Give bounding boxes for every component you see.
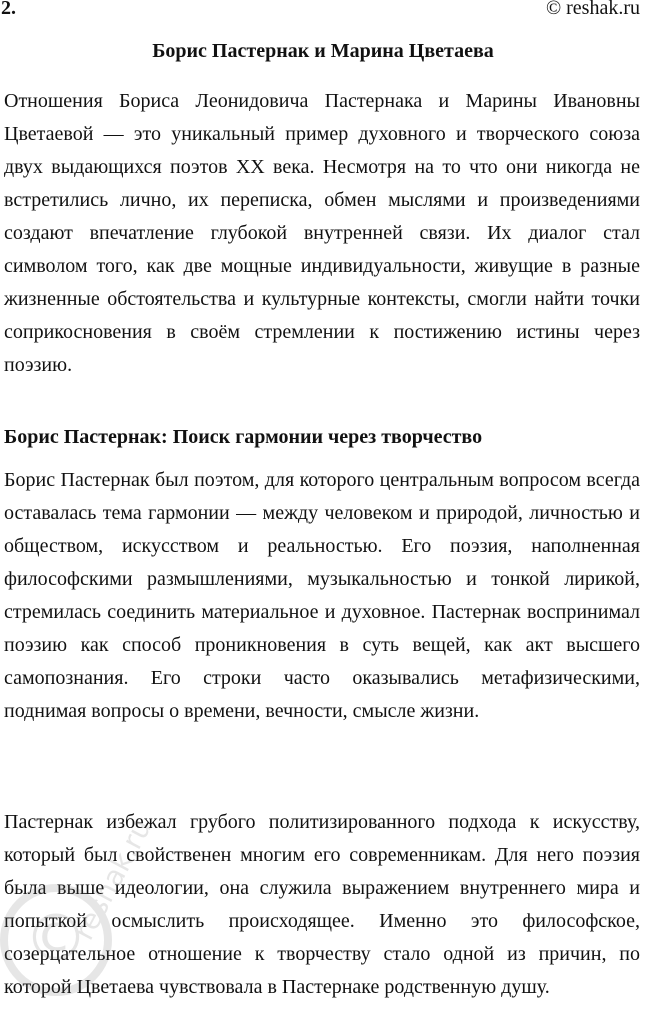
section-paragraph-2: Пастернак избежал грубого политизированного подхода к искусству, который был свойственен многим его современникам. Для него поэзия была выше идеологии, она служила выражением внутреннего мира и попыткой осмыслить происходящее. Именно это философское, созерцательное отношение к творчеству стало одной из причин, по которой Цветаева чувствовала в Пастернаке родственную душу. [4,811,640,998]
source-label: © reshak.ru [545,0,640,19]
watermark-text: reshak.ru [67,813,159,946]
section-paragraph-1: Борис Пастернак был поэтом, для которого центральным вопросом всегда оставалась тема гармонии — между человеком и природой, личностью и обществом, искусством и реальностью. Его поэзия, наполненная философскими размышлениями, музыкальностью и тонкой лирикой, стремилась соединить материальное и духовное. Пастернак воспринимал поэзию как способ проникновения в суть вещей, как акт высшего самопознания. Его строки часто оказывались метафизическими, поднимая вопросы о времени, вечности, смысле жизни. [4,469,640,722]
intro-paragraph: Отношения Бориса Леонидовича Пастернака и Марины Ивановны Цветаевой — это уникальный пример духовного и творческого союза двух выдающихся поэтов XX века. Несмотря на то что они никогда не встретились лично, их переписка, обмен мыслями и произведениями создают впечатление глубокой внутренней связи. Их диалог стал символом того, как две мощные индивидуальности, живущие в разные жизненные обстоятельства и культурные контексты, смогли найти точки соприкосновения в своём стремлении к постижению истины через поэзию. [4,90,640,376]
page-title: Борис Пастернак и Марина Цветаева [152,40,494,62]
section-heading: Борис Пастернак: Поиск гармонии через творчество [4,426,483,448]
task-number: 2. [1,0,16,19]
watermark-symbol: © [24,902,88,976]
